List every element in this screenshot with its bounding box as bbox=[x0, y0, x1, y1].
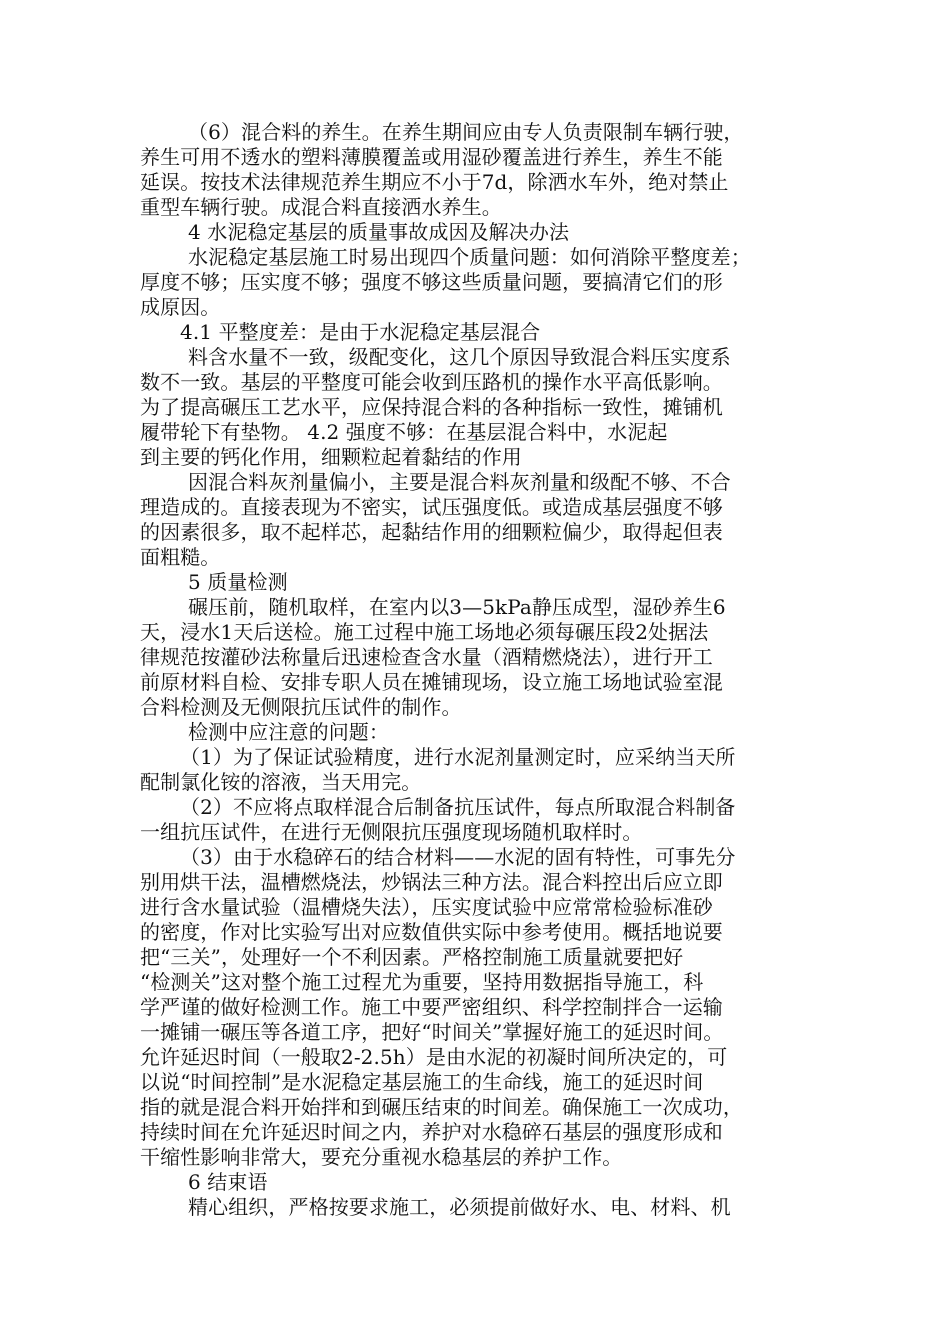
text-line: 指的就是混合料开始拌和到碾压结束的时间差。确保施工一次成功， bbox=[140, 1095, 743, 1119]
text-line: 配制氯化铵的溶液，当天用完。 bbox=[140, 770, 422, 794]
text-line: 进行含水量试验（温槽烧失法），压实度试验中应常常检验标准砂 bbox=[140, 895, 713, 919]
text-line: 别用烘干法，温槽燃烧法，炒锅法三种方法。混合料控出后应立即 bbox=[140, 870, 723, 894]
text-line: （3）由于水稳碎石的结合材料——水泥的固有特性，可事先分 bbox=[180, 845, 736, 869]
text-line: 把“三关”，处理好一个不利因素。严格控制施工质量就要把好 bbox=[140, 945, 684, 969]
text-line: 到主要的钙化作用，细颗粒起着黏结的作用 bbox=[140, 445, 522, 469]
text-line: （1）为了保证试验精度，进行水泥剂量测定时，应采纳当天所 bbox=[180, 745, 736, 769]
section-heading: 6 结束语 bbox=[188, 1170, 268, 1194]
text-line: 养生可用不透水的塑料薄膜覆盖或用湿砂覆盖进行养生，养生不能 bbox=[140, 145, 723, 169]
text-line: “检测关”这对整个施工过程尤为重要，坚持用数据指导施工，科 bbox=[140, 970, 704, 994]
text-line: 因混合料灰剂量偏小，主要是混合料灰剂量和级配不够、不合 bbox=[188, 470, 731, 494]
text-line: 碾压前，随机取样，在室内以3—5kPa静压成型，湿砂养生6 bbox=[188, 595, 726, 619]
text-line: 精心组织，严格按要求施工，必须提前做好水、电、材料、机 bbox=[188, 1195, 731, 1219]
text-line: 律规范按灌砂法称量后迅速检查含水量（酒精燃烧法），进行开工 bbox=[140, 645, 713, 669]
text-line: 料含水量不一致，级配变化，这几个原因导致混合料压实度系 bbox=[188, 345, 731, 369]
text-line: 延误。按技术法律规范养生期应不小于7d，除洒水车外，绝对禁止 bbox=[140, 170, 729, 194]
text-line: 一组抗压试件，在进行无侧限抗压强度现场随机取样时。 bbox=[140, 820, 643, 844]
text-line: （6）混合料的养生。在养生期间应由专人负责限制车辆行驶， bbox=[188, 120, 744, 144]
text-line: 履带轮下有垫物。 4.2 强度不够：在基层混合料中，水泥起 bbox=[140, 420, 668, 444]
text-line: 合料检测及无侧限抗压试件的制作。 bbox=[140, 695, 462, 719]
section-heading: 4 水泥稳定基层的质量事故成因及解决办法 bbox=[188, 220, 570, 244]
text-line: 允许延迟时间（一般取2-2.5h）是由水泥的初凝时间所决定的，可 bbox=[140, 1045, 728, 1069]
body-text bbox=[140, 120, 810, 1220]
text-line: （2）不应将点取样混合后制备抗压试件，每点所取混合料制备 bbox=[180, 795, 736, 819]
text-line: 的因素很多，取不起样芯，起黏结作用的细颗粒偏少，取得起但表 bbox=[140, 520, 723, 544]
subsection-heading: 4.1 平整度差：是由于水泥稳定基层混合 bbox=[180, 320, 541, 344]
text-line: 持续时间在允许延迟时间之内，养护对水稳碎石基层的强度形成和 bbox=[140, 1120, 723, 1144]
text-line: 数不一致。基层的平整度可能会收到压路机的操作水平高低影响。 bbox=[140, 370, 723, 394]
text-line: 为了提高碾压工艺水平，应保持混合料的各种指标一致性，摊铺机 bbox=[140, 395, 723, 419]
text-line: 前原材料自检、安排专职人员在摊铺现场，设立施工场地试验室混 bbox=[140, 670, 723, 694]
text-line: 厚度不够；压实度不够；强度不够这些质量问题，要搞清它们的形 bbox=[140, 270, 723, 294]
text-line: 的密度，作对比实验写出对应数值供实际中参考使用。概括地说要 bbox=[140, 920, 723, 944]
text-line: 面粗糙。 bbox=[140, 545, 221, 569]
section-heading: 5 质量检测 bbox=[188, 570, 288, 594]
text-line: 干缩性影响非常大，要充分重视水稳基层的养护工作。 bbox=[140, 1145, 623, 1169]
text-line: 天，浸水1天后送检。施工过程中施工场地必须每碾压段2处据法 bbox=[140, 620, 709, 644]
text-line: 学严谨的做好检测工作。施工中要严密组织、科学控制拌合一运输 bbox=[140, 995, 723, 1019]
text-line: 以说“时间控制”是水泥稳定基层施工的生命线，施工的延迟时间 bbox=[140, 1070, 704, 1094]
text-line: 理造成的。直接表现为不密实，试压强度低。或造成基层强度不够 bbox=[140, 495, 723, 519]
text-line: 一摊铺一碾压等各道工序，把好“时间关”掌握好施工的延迟时间。 bbox=[140, 1020, 724, 1044]
text-line: 检测中应注意的问题： bbox=[188, 720, 389, 744]
text-line: 水泥稳定基层施工时易出现四个质量问题：如何消除平整度差； bbox=[188, 245, 751, 269]
text-line: 成原因。 bbox=[140, 295, 221, 319]
text-line: 重型车辆行驶。成混合料直接洒水养生。 bbox=[140, 195, 502, 219]
